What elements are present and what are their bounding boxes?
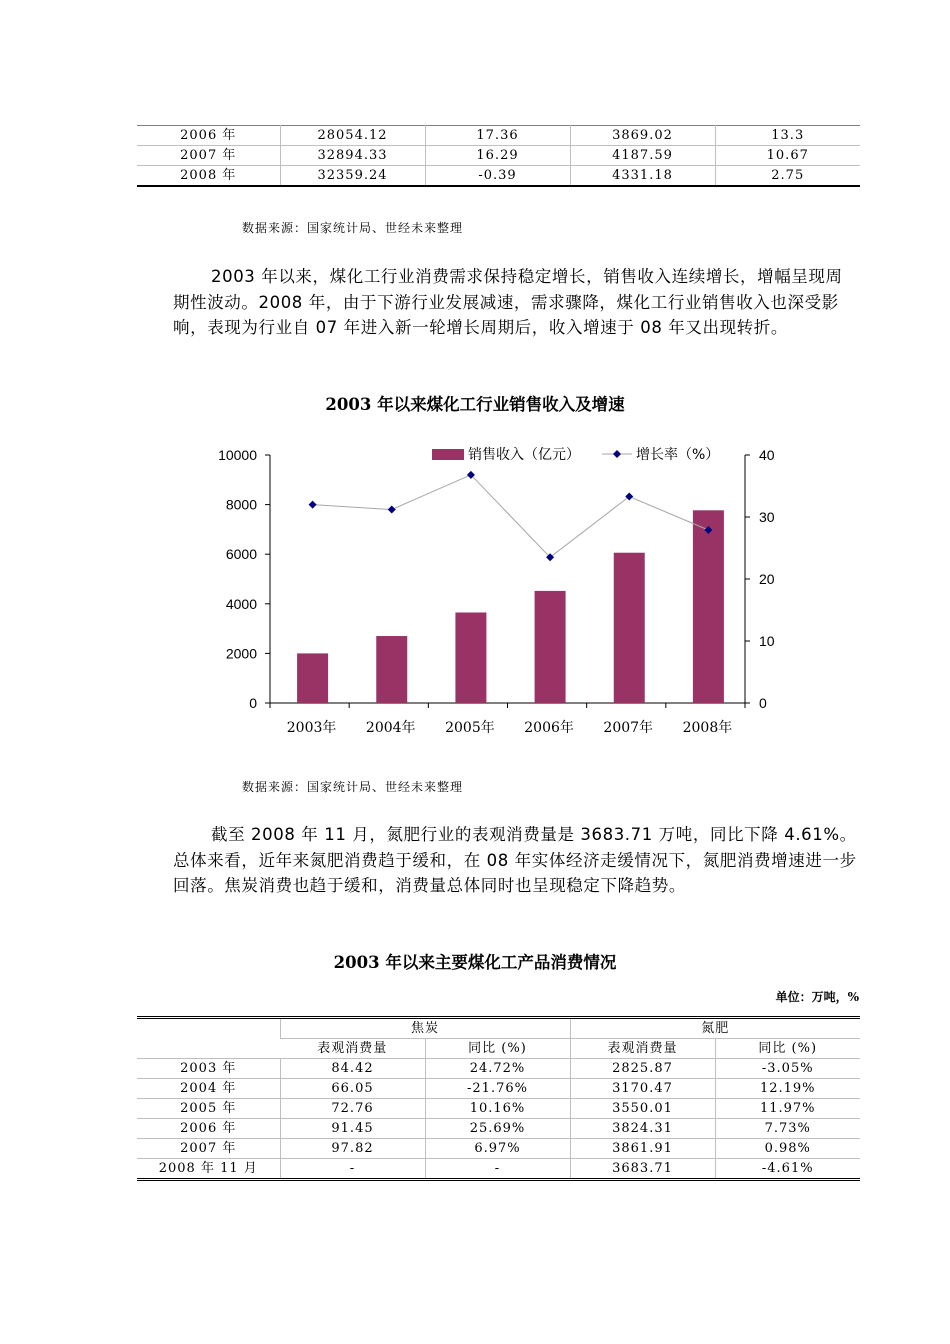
table-title: 2003 年以来主要煤化工产品消费情况	[333, 953, 617, 972]
table-cell: 32359.24	[280, 166, 425, 187]
table-cell: 7.73%	[715, 1119, 860, 1139]
right-tick-label: 10	[759, 633, 775, 649]
table-cell: 3170.47	[570, 1079, 715, 1099]
right-tick-label: 40	[759, 447, 775, 463]
table-cell: -	[425, 1159, 570, 1180]
left-tick-label: 4000	[225, 595, 257, 612]
revenue-bar	[297, 653, 328, 703]
table-row	[137, 126, 860, 146]
sub-header: 表观消费量	[280, 1039, 425, 1059]
left-tick-label: 6000	[225, 546, 257, 563]
top-table-body	[137, 126, 860, 187]
table-unit: 单位：万吨，%	[775, 990, 859, 1004]
table-cell: 13.3	[715, 126, 860, 146]
table-cell: 91.45	[280, 1119, 425, 1139]
group-header-coke: 焦炭	[280, 1018, 570, 1039]
growth-rate-point	[309, 501, 317, 509]
x-tick-label: 2004年	[365, 720, 416, 736]
sub-header: 表观消费量	[570, 1039, 715, 1059]
row-label: 2003 年	[137, 1059, 280, 1079]
table-cell: 12.19%	[715, 1079, 860, 1099]
left-tick-label: 0	[249, 695, 257, 711]
chart-title: 2003 年以来煤化工行业销售收入及增速	[325, 395, 625, 414]
table-cell: 32894.33	[280, 146, 425, 166]
table-header	[137, 1018, 860, 1059]
left-tick-label: 8000	[225, 496, 257, 513]
table-cell: 3861.91	[570, 1139, 715, 1159]
revenue-bar	[455, 612, 486, 703]
table-cell: 66.05	[280, 1079, 425, 1099]
table-cell: 3869.02	[570, 126, 715, 146]
data-source-note: 数据来源：国家统计局、世经未来整理	[242, 221, 464, 235]
right-tick-label: 0	[759, 695, 767, 711]
x-tick-label: 2003年	[286, 720, 337, 736]
growth-rate-line	[313, 475, 709, 557]
right-tick-label: 20	[759, 571, 775, 587]
growth-rate-point	[625, 493, 633, 501]
table-body	[137, 1059, 860, 1180]
row-label: 2004 年	[137, 1079, 280, 1099]
x-tick-label: 2007年	[603, 720, 654, 736]
revenue-growth-chart	[200, 435, 800, 745]
row-label: 2006 年	[137, 126, 280, 146]
table-row	[137, 146, 860, 166]
sub-header: 同比 (%)	[425, 1039, 570, 1059]
left-tick-label: 2000	[225, 645, 257, 662]
row-label: 2008 年 11 月	[137, 1159, 280, 1180]
right-tick-label: 30	[759, 509, 775, 525]
table-cell: -0.39	[425, 166, 570, 187]
table-cell: 11.97%	[715, 1099, 860, 1119]
table-cell: -21.76%	[425, 1079, 570, 1099]
table-cell: 10.67	[715, 146, 860, 166]
table-cell: 3683.71	[570, 1159, 715, 1180]
sub-header: 同比 (%)	[715, 1039, 860, 1059]
data-source-note: 数据来源：国家统计局、世经未来整理	[242, 780, 464, 794]
consumption-table	[137, 1016, 860, 1181]
left-tick-label: 10000	[218, 447, 257, 463]
table-cell: -3.05%	[715, 1059, 860, 1079]
table-row	[137, 1159, 860, 1180]
revenue-bar	[376, 636, 407, 703]
table-cell: 4331.18	[570, 166, 715, 187]
table-row	[137, 1059, 860, 1079]
paragraph-text: 截至 2008 年 11 月，氮肥行业的表观消费量是 3683.71 万吨，同比下降 4.61%。总体来看，近年来氮肥消费趋于缓和，在 08 年实体经济走缓情况下，氮肥消费增速进一步回落。焦炭消费也趋于缓和，消费量总体同时也呈现稳定下降趋势。	[173, 825, 857, 895]
table-cell: 3824.31	[570, 1119, 715, 1139]
legend-label-revenue: 销售收入（亿元）	[468, 447, 580, 463]
table-row	[137, 166, 860, 187]
header-corner	[137, 1018, 280, 1059]
table-cell: 0.98%	[715, 1139, 860, 1159]
table-row	[137, 1119, 860, 1139]
table-row	[137, 1139, 860, 1159]
table-cell: 25.69%	[425, 1119, 570, 1139]
revenue-bar	[535, 591, 566, 703]
row-label: 2005 年	[137, 1099, 280, 1119]
paragraph	[173, 822, 858, 899]
paragraph-text: 2003 年以来，煤化工行业消费需求保持稳定增长，销售收入连续增长，增幅呈现周期性波动。2008 年，由于下游行业发展减速，需求骤降，煤化工行业销售收入也深受影响，表现为行业自 07 年进入新一轮增长周期后，收入增速于 08 年又出现转折。	[173, 267, 843, 337]
table-cell: -	[280, 1159, 425, 1180]
x-tick-label: 2008年	[682, 720, 733, 736]
top-data-table	[137, 125, 860, 187]
group-header-row	[137, 1018, 860, 1039]
table-cell: 3550.01	[570, 1099, 715, 1119]
table-row	[137, 1079, 860, 1099]
x-tick-label: 2006年	[524, 720, 574, 736]
legend-marker-growth	[613, 450, 621, 458]
legend-label-growth: 增长率（%）	[636, 447, 720, 463]
table-cell: 17.36	[425, 126, 570, 146]
table-cell: 72.76	[280, 1099, 425, 1119]
table-cell: 2.75	[715, 166, 860, 187]
table-cell: 24.72%	[425, 1059, 570, 1079]
table-cell: 97.82	[280, 1139, 425, 1159]
row-label: 2007 年	[137, 1139, 280, 1159]
row-label: 2008 年	[137, 166, 280, 187]
table-cell: 84.42	[280, 1059, 425, 1079]
table-cell: -4.61%	[715, 1159, 860, 1180]
table-cell: 2825.87	[570, 1059, 715, 1079]
legend-swatch-revenue	[432, 449, 464, 460]
paragraph	[173, 264, 858, 341]
row-label: 2007 年	[137, 146, 280, 166]
table-cell: 4187.59	[570, 146, 715, 166]
table-cell: 16.29	[425, 146, 570, 166]
row-label: 2006 年	[137, 1119, 280, 1139]
table-row	[137, 1099, 860, 1119]
revenue-bar	[614, 553, 645, 703]
table-cell: 28054.12	[280, 126, 425, 146]
growth-rate-point	[388, 506, 396, 514]
table-cell: 10.16%	[425, 1099, 570, 1119]
group-header-nitrogen: 氮肥	[570, 1018, 860, 1039]
table-cell: 6.97%	[425, 1139, 570, 1159]
revenue-bar	[693, 510, 724, 703]
x-tick-label: 2005年	[445, 720, 495, 736]
